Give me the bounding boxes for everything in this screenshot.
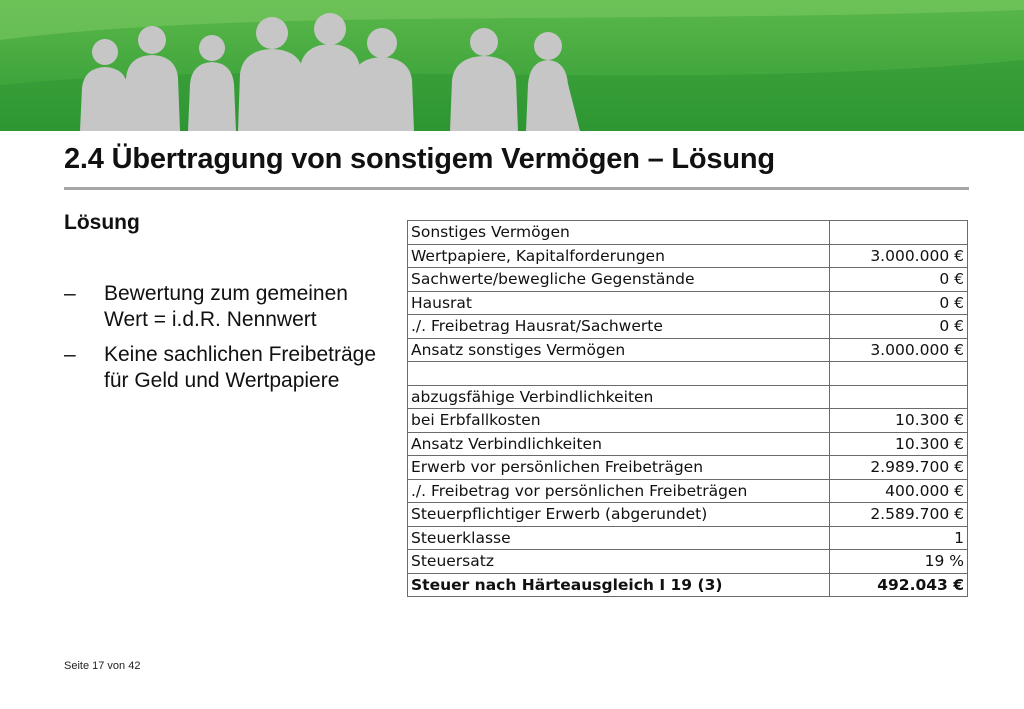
bullet-marker: – [64,343,76,366]
table-row [408,244,968,268]
row-label: Steuer nach Härteausgleich I 19 (3) [408,573,830,597]
table-row-total [408,573,968,597]
row-label: bei Erbfallkosten [408,409,830,433]
table-row [408,526,968,550]
row-value: 2.589.700 € [830,503,968,527]
header-people-graphic [0,0,1024,131]
row-label: Sachwerte/bewegliche Gegenstände [408,268,830,292]
table-row [408,432,968,456]
page-number: Seite 17 von 42 [64,660,141,672]
bullet-item [64,342,394,394]
row-value: 3.000.000 € [830,244,968,268]
row-value: 400.000 € [830,479,968,503]
page-title: 2.4 Übertragung von sonstigem Vermögen – Lösung [64,143,775,175]
row-label: Steuerpflichtiger Erwerb (abgerundet) [408,503,830,527]
row-label: abzugsfähige Verbindlichkeiten [408,385,830,409]
row-label: Sonstiges Vermögen [408,221,830,245]
row-value [830,385,968,409]
row-label: Steuersatz [408,550,830,574]
table-row [408,409,968,433]
row-value: 3.000.000 € [830,338,968,362]
row-value: 10.300 € [830,432,968,456]
table-row [408,456,968,480]
table-row [408,268,968,292]
row-value: 19 % [830,550,968,574]
row-value: 10.300 € [830,409,968,433]
title-divider [64,187,969,190]
row-label [408,362,830,386]
row-value: 0 € [830,268,968,292]
row-label: Hausrat [408,291,830,315]
row-label: ./. Freibetrag vor persönlichen Freibeträgen [408,479,830,503]
section-heading: Lösung [64,211,140,234]
row-value [830,221,968,245]
row-value: 492.043 € [830,573,968,597]
table-row [408,503,968,527]
row-label: Ansatz sonstiges Vermögen [408,338,830,362]
table-row [408,221,968,245]
header-banner [0,0,1024,131]
table-row [408,479,968,503]
table-row [408,385,968,409]
row-label: Steuerklasse [408,526,830,550]
row-value: 0 € [830,291,968,315]
row-value: 0 € [830,315,968,339]
row-value: 2.989.700 € [830,456,968,480]
row-label: Ansatz Verbindlichkeiten [408,432,830,456]
table-row [408,362,968,386]
bullet-item [64,281,394,333]
table-row [408,550,968,574]
table-row [408,315,968,339]
row-value: 1 [830,526,968,550]
table-row [408,338,968,362]
row-label: ./. Freibetrag Hausrat/Sachwerte [408,315,830,339]
row-value [830,362,968,386]
row-label: Erwerb vor persönlichen Freibeträgen [408,456,830,480]
bullet-list [64,281,394,403]
tax-calculation-table [407,220,968,597]
table-row [408,291,968,315]
row-label: Wertpapiere, Kapitalforderungen [408,244,830,268]
bullet-text: Keine sachlichen Freibeträge für Geld und Wertpapiere [104,343,376,392]
bullet-text: Bewertung zum gemeinen Wert = i.d.R. Nennwert [104,282,348,331]
bullet-marker: – [64,282,76,305]
